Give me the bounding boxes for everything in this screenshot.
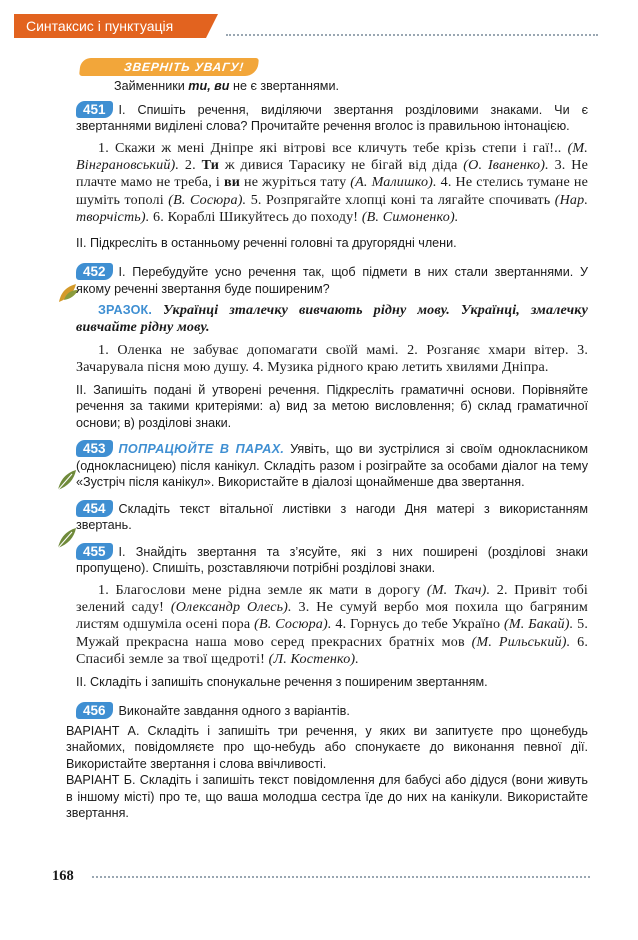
exercise-455-sentences: 1. Благослови мене рідна земле як мати в дорогу (М. Ткач). 2. Привіт тобі зелений саду! (Олександр Олесь). 3. Не сумуй вербо моя похила що багряним листям одшуміла осені пора (В. Сосюра). 4. Горнусь до тебе Україно (М. Бакай). 5. Мужай прекрасна наша мово серед прекрасних братніх мов (М. Рильський). 6. Спасибі земле за твої щедроті! (Л. Костенко). [76,581,589,668]
exercise-455-task-2: ІІ. Складіть і запишіть спонукальне речення з поширеним звертанням. [76,674,488,689]
exercise-454-text: 454 Складіть текст вітальної листівки з нагоди Дня матері з використанням звертань. [76,500,588,533]
exercise-456 [66,702,588,822]
page-number: 168 [52,868,74,884]
exercise-451-sentences: 1. Скажи ж мені Дніпре які вітрові все кличуть тебе крізь степи і гаї!.. (М. Вінграновський). 2. Ти ж дивися Тарасику не бігай від діда (О. Іваненко). 3. Не плачте мамо не треба, і ви не журіться тату (А. Малишко). 4. Не стелись тумане не шуміть тополі (В. Сосюра). 5. Розпрягайте хлопці коні та лягайте спочивать (Нар. творчість). 6. Кораблі Шикуйтесь до походу! (В. Симоненко). [76,139,589,226]
exercise-452-sentences: 1. Оленка не забуває допомагати своїй мамі. 2. Розганяє хмари вітер. 3. Зачарувала пісня мою душу. 4. Музика рідного краю летить хвилями Дніпра. [76,341,588,376]
exercise-454 [76,500,588,534]
exercise-number-badge: 453 [76,440,113,457]
exercise-451 [76,101,588,252]
attention-banner: ЗВЕРНІТЬ УВАГУ! [79,58,259,76]
footer-dotted-rule [92,876,590,878]
exercise-452-task-2: ІІ. Запишіть подані й утворені речення. Підкресліть граматичні основи. Порівняйте речення за такими критеріями: а) вид за метою висловлення; б) склад граматичної основи; в) розділові знаки. [76,382,588,430]
exercise-451-task-1: 451 І. Спишіть речення, виділяючи звертання розділовими знаками. Чи є звертаннями виділені слова? Прочитайте речення вголос із правильною інтонацією. [76,101,588,133]
exercise-453-text: 453 ПОПРАЦЮЙТЕ В ПАРАХ. Уявіть, що ви зустрілися зі своїм однокласником (однокласницею) після канікул. Складіть разом і розіграйте за особами діалог на тему «Зустріч після канікул». Використайте в діалозі щонайменше два звертання. [76,441,588,490]
exercise-number-badge: 451 [76,101,113,118]
section-header [14,14,598,38]
pair-work-label: ПОПРАЦЮЙТЕ В ПАРАХ. [118,442,285,457]
page-content [66,58,589,822]
exercise-453 [76,440,588,491]
exercise-456-variant-a: ВАРІАНТ А. Складіть і запишіть три речення, у яких ви запитуєте про щонебудь знайомих, повідомляєте про що-небудь або спонукаєте до виконання певної дії. Використайте звертання і слова ввічливості. [66,723,588,771]
exercise-456-intro: 456 Виконайте завдання одного з варіантів. [76,702,588,720]
exercise-number-badge: 454 [76,500,113,517]
exercise-number-badge: 455 [76,543,113,560]
section-title: Синтаксис і пунктуація [14,14,206,38]
exercise-452-task-1: 452 І. Перебудуйте усно речення так, щоб підмети в них стали звертаннями. У якому реченні звертання буде поширеним? [76,264,588,296]
exercise-456-variant-b: ВАРІАНТ Б. Складіть і запишіть текст повідомлення для бабусі або дідуся (вони живуть в іншому місті) про те, що ваша молодша сестра їде до них на канікули. Використайте звертання. [66,773,588,821]
exercise-number-badge: 456 [76,702,113,719]
exercise-455-task-1: 455 І. Знайдіть звертання та з’ясуйте, які з них поширені (розділові знаки пропущено). Спишіть, розставляючи потрібні розділові знаки. [76,543,588,576]
exercise-452-sample: ЗРАЗОК. Українці зmалечку вивчають рідну мову. Українці, змалечку вивчайте рідну мову. [76,302,588,336]
header-dotted-rule [226,34,598,36]
attention-text: Займенники ти, ви не є звертаннями. [114,79,339,93]
exercise-451-task-2: ІІ. Підкресліть в останньому реченні головні та другорядні члени. [76,235,457,250]
exercise-452 [76,263,588,431]
attention-block [76,58,588,95]
exercise-number-badge: 452 [76,263,113,280]
exercise-455 [76,543,588,691]
